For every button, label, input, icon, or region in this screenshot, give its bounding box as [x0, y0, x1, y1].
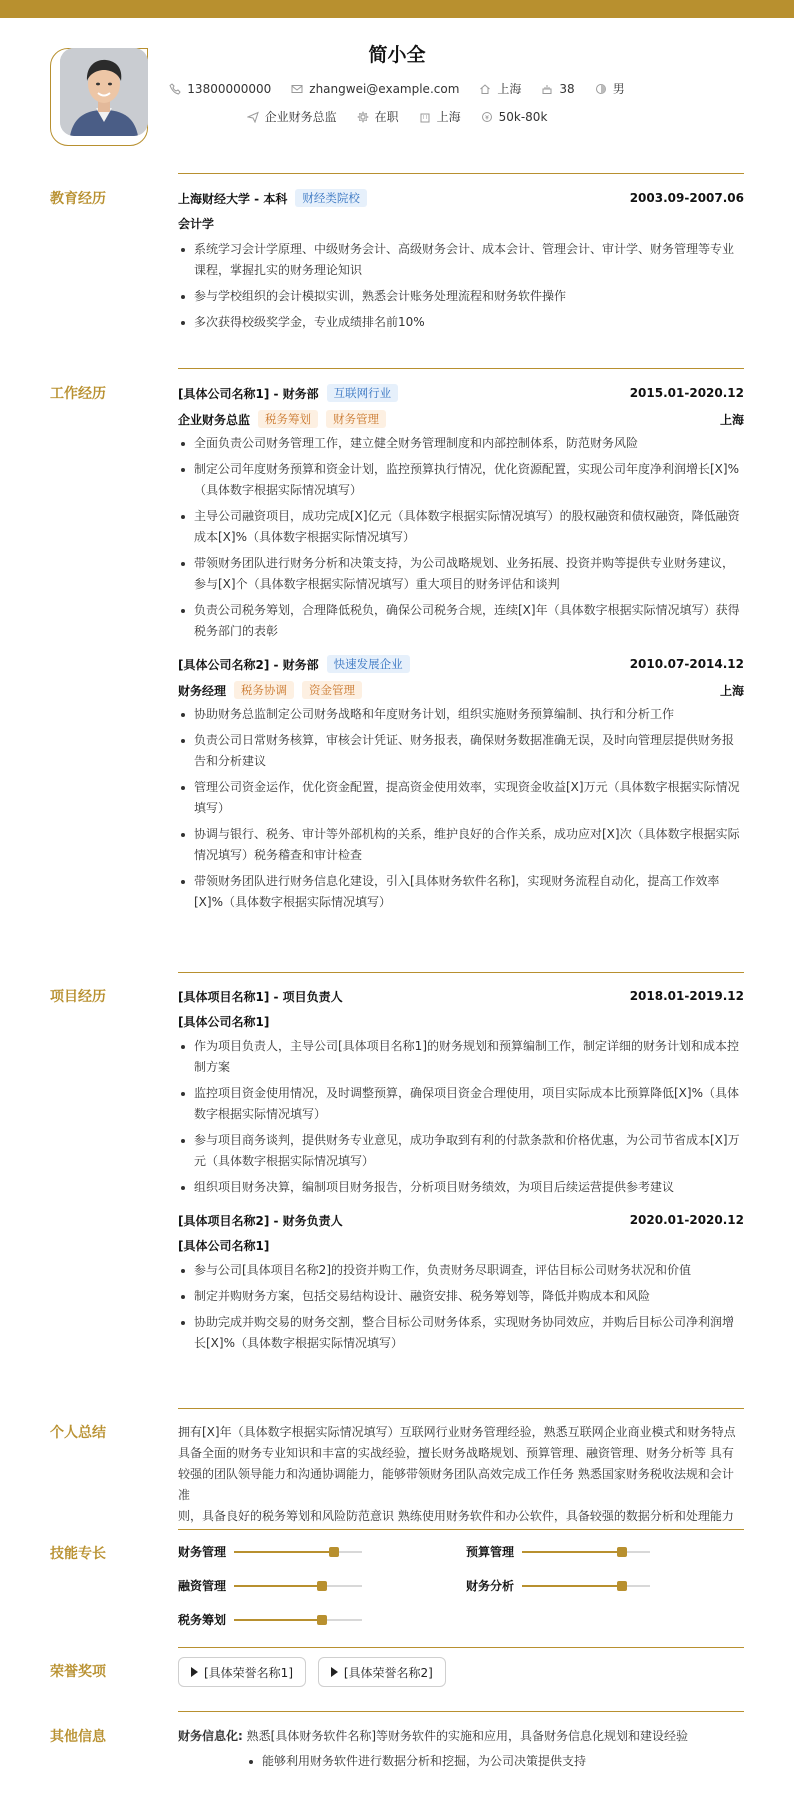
work-title: 工作经历	[50, 386, 106, 402]
skill-bar	[234, 1585, 362, 1587]
position-title: 企业财务总监	[178, 412, 251, 427]
skill-label: 预算管理	[466, 1545, 515, 1559]
age-icon	[541, 83, 553, 95]
list-item: 系统学习会计学原理、中级财务会计、高级财务会计、成本会计、管理会计、审计学、财务管理等专业课程，掌握扎实的财务理论知识	[178, 239, 744, 281]
list-item: 参与项目商务谈判，提供财务专业意见，成功争取到有利的付款条款和价格优惠，为公司节省成本[X]万元（具体数字根据实际情况填写）	[178, 1130, 744, 1172]
job-city: 上海	[719, 412, 744, 427]
education-section	[50, 188, 744, 338]
mail-icon	[291, 83, 303, 95]
honor-label: [具体荣誉名称2]	[343, 1665, 433, 1680]
target-city-text: 上海	[436, 110, 461, 124]
phone-item	[169, 82, 271, 96]
summary-divider	[178, 1408, 744, 1409]
project-name: [具体项目名称2] - 财务负责人	[178, 1213, 343, 1228]
status-item	[357, 108, 399, 125]
gender-text: 男	[612, 82, 625, 96]
age-item	[541, 82, 574, 96]
project-header	[178, 1210, 744, 1230]
skill-bar	[522, 1551, 650, 1553]
industry-tag: 互联网行业	[327, 384, 399, 402]
list-item: 多次获得校级奖学金，专业成绩排名前10%	[178, 312, 744, 333]
contact-info-row	[0, 80, 794, 97]
project-company: [具体公司名称1]	[178, 1239, 270, 1253]
skills-section	[50, 1543, 744, 1643]
list-item: 负责公司税务筹划，合理降低税负，确保公司税务合规，连续[X]年（具体数字根据实际情况填写）获得税务部门的表彰	[178, 600, 744, 642]
education-date: 2003.09-2007.06	[629, 191, 744, 205]
position-title: 财务经理	[178, 683, 227, 698]
honors-body	[178, 1657, 744, 1687]
skill-bar	[234, 1619, 362, 1621]
list-item: 协助财务总监制定公司财务战略和年度财务计划，组织实施财务预算编制、执行和分析工作	[178, 704, 744, 725]
school-tag: 财经类院校	[295, 189, 367, 207]
list-item: 作为项目负责人，主导公司[具体项目名称1]的财务规划和预算编制工作，制定详细的财务计划和成本控制方案	[178, 1036, 744, 1078]
job-position-row	[178, 680, 744, 700]
work-section	[50, 383, 744, 953]
list-item: 参与学校组织的会计模拟实训，熟悉会计账务处理流程和财务软件操作	[178, 286, 744, 307]
job-date: 2015.01-2020.12	[629, 386, 744, 400]
project-date: 2020.01-2020.12	[629, 1213, 744, 1227]
summary-body	[178, 1422, 744, 1527]
list-item: 主导公司融资项目，成功完成[X]亿元（具体数字根据实际情况填写）的股权融资和债权融资，降低融资成本[X]%（具体数字根据实际情况填写）	[178, 506, 744, 548]
top-accent-bar	[0, 0, 794, 18]
list-item: 制定公司年度财务预算和资金计划，监控预算执行情况，优化资源配置，实现公司年度净利润增长[X]%（具体数字根据实际情况填写）	[178, 459, 744, 501]
gear-icon	[357, 111, 369, 123]
list-item: 参与公司[具体项目名称2]的投资并购工作，负责财务尽职调查，评估目标公司财务状况和价值	[178, 1260, 744, 1281]
skill-tag: 税务协调	[234, 681, 294, 699]
project-header	[178, 986, 744, 1006]
skills-title: 技能专长	[50, 1546, 106, 1562]
phone-text: 13800000000	[187, 81, 272, 96]
skill-label: 税务筹划	[178, 1613, 227, 1627]
building-icon	[419, 111, 431, 123]
honor-item[interactable]	[178, 1657, 306, 1687]
money-icon	[481, 111, 493, 123]
summary-line: 拥有[X]年（具体数字根据实际情况填写）互联网行业财务管理经验，熟悉互联网企业商业模式和财务特点	[178, 1425, 736, 1439]
honor-item[interactable]	[318, 1657, 446, 1687]
play-icon	[191, 1667, 198, 1677]
list-item: 带领财务团队进行财务信息化建设，引入[具体财务软件名称]，实现财务流程自动化，提高工作效率[X]%（具体数字根据实际情况填写）	[178, 871, 744, 913]
projects-divider	[178, 972, 744, 973]
skill-label: 财务分析	[466, 1579, 515, 1593]
summary-line: 较强的团队领导能力和沟通协调能力，能够带领财务团队高效完成工作任务 熟悉国家财务税收法规和会计准	[178, 1467, 734, 1502]
gender-item	[595, 80, 625, 97]
candidate-name: 简小全	[368, 44, 426, 66]
skill-label: 财务管理	[178, 1545, 227, 1559]
skill-label: 融资管理	[178, 1579, 227, 1593]
list-item: 制定并购财务方案，包括交易结构设计、融资安排、税务筹划等，降低并购成本和风险	[178, 1286, 744, 1307]
projects-body	[178, 986, 744, 1359]
work-divider	[178, 368, 744, 369]
honors-divider	[178, 1647, 744, 1648]
list-item: 带领财务团队进行财务分析和决策支持，为公司战略规划、业务拓展、投资并购等提供专业财务建议，参与[X]个（具体数字根据实际情况填写）重大项目的财务评估和谈判	[178, 553, 744, 595]
project-entry-2	[178, 1210, 744, 1354]
other-section	[50, 1726, 744, 1786]
projects-section	[50, 986, 744, 1406]
job-entry-2	[178, 654, 744, 913]
list-item: 监控项目资金使用情况，及时调整预算，确保项目资金合理使用，项目实际成本比预算降低[X]%（具体数字根据实际情况填写）	[178, 1083, 744, 1125]
list-item: 全面负责公司财务管理工作，建立健全财务管理制度和内部控制体系，防范财务风险	[178, 433, 744, 454]
skills-divider	[178, 1529, 744, 1530]
job-info-row	[0, 108, 794, 125]
home-icon	[479, 83, 491, 95]
job-position-row	[178, 409, 744, 429]
education-header	[178, 188, 744, 208]
email-item	[291, 82, 459, 96]
job-header	[178, 383, 744, 403]
job-header	[178, 654, 744, 674]
other-title: 其他信息	[50, 1729, 106, 1745]
job-bullets	[178, 433, 744, 642]
other-body	[178, 1726, 744, 1777]
project-company: [具体公司名称1]	[178, 1015, 270, 1029]
education-bullets	[178, 239, 744, 333]
list-item: 协调与银行、税务、审计等外部机构的关系，维护良好的合作关系，成功应对[X]次（具体数字根据实际情况填写）税务稽查和审计检查	[178, 824, 744, 866]
job-date: 2010.07-2014.12	[629, 657, 744, 671]
other-text: 熟悉[具体财务软件名称]等财务软件的实施和应用，具备财务信息化规划和建设经验	[246, 1729, 689, 1743]
skill-tag: 税务筹划	[258, 410, 318, 428]
skill-item	[178, 1577, 362, 1594]
skill-item	[178, 1543, 362, 1560]
skill-tag: 财务管理	[326, 410, 386, 428]
education-divider	[178, 173, 744, 174]
send-icon	[247, 111, 259, 123]
salary-item	[481, 110, 548, 124]
major: 会计学	[178, 217, 215, 231]
list-item: 管理公司资金运作，优化资金配置，提高资金使用效率，实现资金收益[X]万元（具体数字根据实际情况填写）	[178, 777, 744, 819]
honors-title: 荣誉奖项	[50, 1664, 106, 1680]
gender-icon	[595, 83, 607, 95]
target-city-item	[419, 108, 461, 125]
summary-line: 具备全面的财务专业知识和丰富的实战经验，擅长财务战略规划、预算管理、融资管理、财务分析等 具有	[178, 1446, 734, 1460]
job-bullets	[178, 704, 744, 913]
other-line	[178, 1726, 744, 1747]
skill-tag: 资金管理	[302, 681, 362, 699]
list-item: 负责公司日常财务核算，审核会计凭证、财务报表，确保财务数据准确无误，及时向管理层提供财务报告和分析建议	[178, 730, 744, 772]
summary-line: 则，具备良好的税务筹划和风险防范意识 熟练使用财务软件和办公软件，具备较强的数据分析和处理能力	[178, 1509, 734, 1523]
list-item: 协助完成并购交易的财务交割，整合目标公司财务体系，实现财务协同效应，并购后目标公司净利润增长[X]%（具体数字根据实际情况填写）	[178, 1312, 744, 1354]
target-role-item	[247, 108, 337, 125]
education-title: 教育经历	[50, 191, 106, 207]
job-city: 上海	[719, 683, 744, 698]
project-bullets	[178, 1036, 744, 1198]
honor-label: [具体荣誉名称1]	[204, 1665, 293, 1680]
email-text: zhangwei@example.com	[309, 81, 460, 96]
other-label: 财务信息化:	[178, 1729, 243, 1743]
skill-item	[466, 1577, 650, 1594]
list-item: 组织项目财务决算，编制项目财务报告，分析项目财务绩效，为项目后续运营提供参考建议	[178, 1177, 744, 1198]
other-bullets	[246, 1751, 744, 1772]
skill-item	[178, 1611, 362, 1628]
phone-icon	[169, 83, 181, 95]
project-entry-1	[178, 986, 744, 1198]
school-name: 上海财经大学 - 本科	[178, 191, 288, 206]
honors-section	[50, 1661, 744, 1701]
projects-title: 项目经历	[50, 989, 106, 1005]
skill-bar	[522, 1585, 650, 1587]
home-city-text: 上海	[497, 82, 522, 96]
list-item: 能够利用财务软件进行数据分析和挖掘，为公司决策提供支持	[246, 1751, 744, 1772]
other-divider	[178, 1711, 744, 1712]
education-body	[178, 188, 744, 338]
project-name: [具体项目名称1] - 项目负责人	[178, 989, 343, 1004]
status-text: 在职	[374, 110, 399, 124]
company-name: [具体公司名称2] - 财务部	[178, 657, 319, 672]
target-role-text: 企业财务总监	[264, 110, 337, 124]
age-text: 38	[559, 81, 575, 96]
home-city-item	[479, 80, 521, 97]
company-name: [具体公司名称1] - 财务部	[178, 386, 319, 401]
salary-text: 50k-80k	[498, 109, 548, 124]
skill-bar	[234, 1551, 362, 1553]
summary-section	[50, 1422, 744, 1522]
play-icon	[331, 1667, 338, 1677]
skill-item	[466, 1543, 650, 1560]
project-date: 2018.01-2019.12	[629, 989, 744, 1003]
summary-title: 个人总结	[50, 1425, 106, 1441]
job-entry-1	[178, 383, 744, 642]
industry-tag: 快速发展企业	[327, 655, 410, 673]
work-body	[178, 383, 744, 918]
project-bullets	[178, 1260, 744, 1354]
